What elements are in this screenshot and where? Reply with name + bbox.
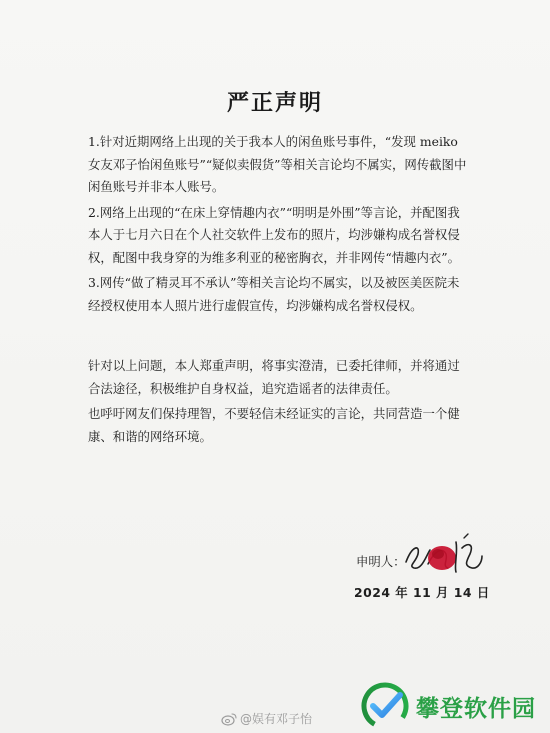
weibo-watermark <box>221 710 312 727</box>
page-title: 严正声明 <box>226 90 323 116</box>
closing-block <box>88 355 470 448</box>
brand-watermark <box>360 680 550 732</box>
statement-paragraph-3: 3.网传“做了精灵耳不承认”等相关言论均不属实，以及被医美医院未经授权使用本人照片进行虚假宣传，均涉嫌构成名誉权侵权。 <box>88 275 460 313</box>
weibo-icon <box>221 712 237 726</box>
brand-check-logo-icon <box>360 681 410 731</box>
statement-date: 2024 年 11 月 14 日 <box>354 585 490 600</box>
brand-name: 攀登软件园 <box>416 695 536 722</box>
closing-paragraph-2: 也呼吁网友们保持理智，不要轻信未经证实的言论，共同营造一个健康、和谐的网络环境。 <box>88 406 460 444</box>
statement-paragraph-2: 2.网络上出现的“在床上穿情趣内衣”“明明是外围”等言论，并配图我本人于七月六日在个人社交软件上发布的照片，均涉嫌构成名誉权侵权，配图中我身穿的为维多利亚的秘密胸衣，并非网传“情趣内衣”。 <box>88 204 460 265</box>
signature-label: 申明人： <box>356 554 406 569</box>
watermark-text: @娱有邓子怡 <box>240 712 313 726</box>
statement-body <box>88 131 470 448</box>
handwritten-signature-icon <box>402 532 486 578</box>
closing-paragraph-1: 针对以上问题，本人郑重声明，将事实澄清，已委托律师，并将通过合法途径，积极维护自身权益，追究造谣者的法律责任。 <box>88 358 460 396</box>
statement-paragraph-1: 1.针对近期网络上出现的关于我本人的闲鱼账号事件，“发现 meiko女友邓子怡闲鱼账号”“疑似卖假货”等相关言论均不属实，网传截图中闲鱼账号并非本人账号。 <box>88 134 467 194</box>
signature-area <box>356 540 486 580</box>
